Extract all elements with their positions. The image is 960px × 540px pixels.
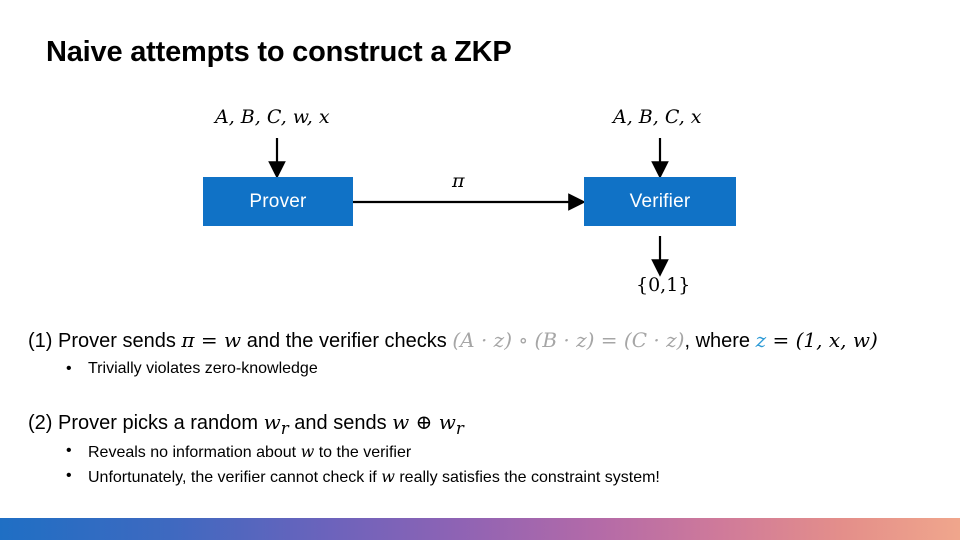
statement-1-prefix: (1) Prover sends — [28, 330, 182, 352]
statement-2 — [28, 410, 464, 438]
statement-1-mid2: , where — [684, 330, 756, 352]
statement-2-eq2-sub: r — [455, 419, 464, 438]
verifier-box-label: Verifier — [629, 190, 691, 212]
bullet-1-1-text: Trivially violates zero-knowledge — [88, 360, 318, 377]
bullet-2-1-var: w — [300, 442, 315, 461]
statement-2-eq1: w — [263, 410, 281, 434]
statement-2-mid: and sends — [288, 412, 393, 434]
verifier-inputs-label: A, B, C, x — [613, 106, 702, 128]
statement-1-mid: and the verifier checks — [241, 330, 453, 352]
decorative-gradient-bar — [0, 518, 960, 540]
prover-inputs-label: A, B, C, w, x — [215, 106, 330, 128]
bullet-2-1 — [88, 442, 411, 462]
prover-box[interactable] — [203, 177, 353, 226]
statement-2-eq1-sub: r — [280, 419, 289, 438]
prover-box-label: Prover — [249, 190, 307, 212]
bullet-2-2-pre: Unfortunately, the verifier cannot check if — [88, 469, 382, 486]
bullet-1-1 — [88, 360, 318, 378]
bullet-2-2 — [88, 467, 660, 487]
statement-1-eq2: (A · z) ∘ (B · z) = (C · z) — [452, 328, 685, 352]
message-label: π — [452, 170, 465, 192]
bullet-2-1-pre: Reveals no information about — [88, 444, 301, 461]
page-title: Naive attempts to construct a ZKP — [46, 36, 512, 68]
verifier-box[interactable] — [584, 177, 736, 226]
statement-1-eq3-var: z — [755, 328, 767, 352]
bullet-2-2-post: really satisfies the constraint system! — [394, 469, 660, 486]
statement-2-eq2: w ⊕ w — [392, 410, 456, 434]
statement-1-eq1: π = w — [181, 328, 242, 352]
statement-1-eq3-rest: = (1, x, w) — [766, 328, 878, 352]
output-label: {0,1} — [636, 274, 691, 296]
statement-2-prefix: (2) Prover picks a random — [28, 412, 264, 434]
bullet-2-2-var: w — [381, 467, 395, 486]
statement-1 — [28, 328, 878, 353]
bullet-2-1-post: to the verifier — [314, 444, 412, 461]
